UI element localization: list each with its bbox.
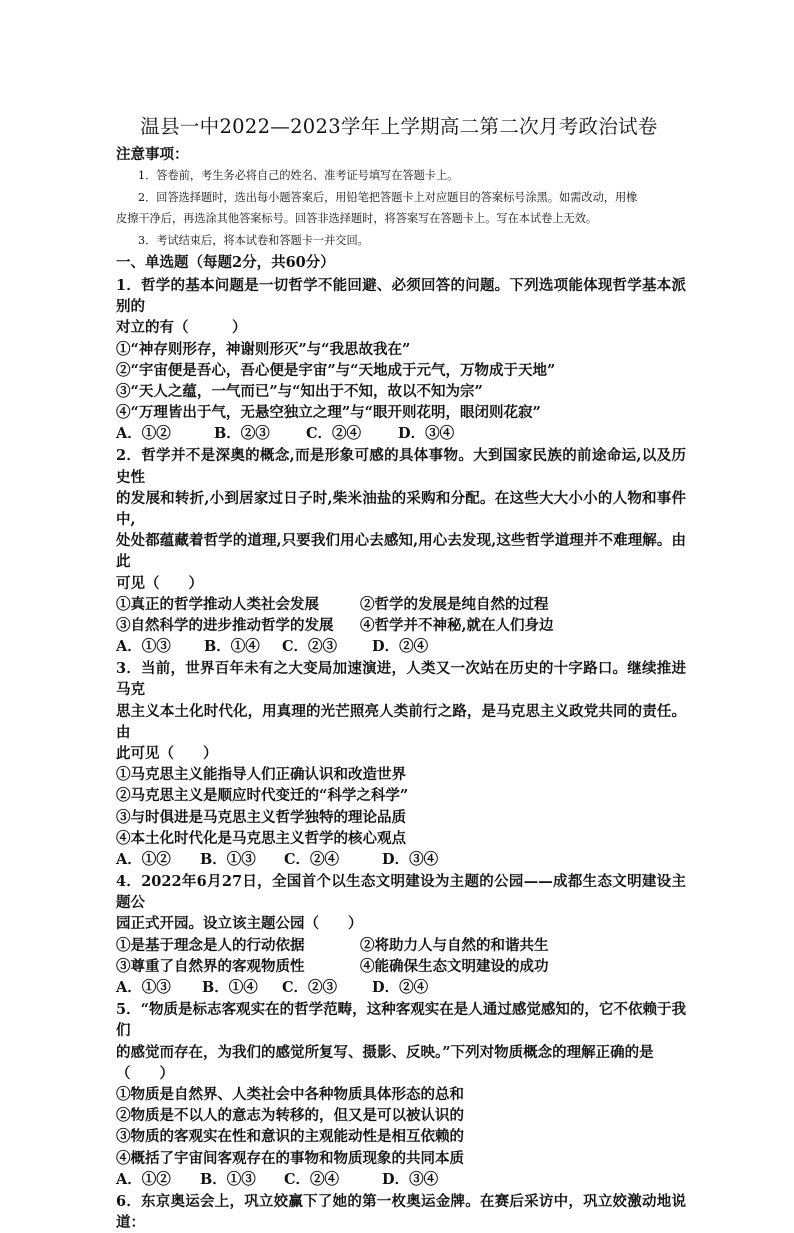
notice-item-3: 3．考试结束后，将本试卷和答题卡一并交回。 [138, 233, 369, 247]
answer-d: D．②④ [372, 979, 429, 997]
question-4 [116, 871, 686, 998]
option: ④“万理皆出于气，无悬空独立之理”与“眼开则花明，眼闭则花寂” [116, 404, 541, 422]
answer-d: D．②④ [372, 638, 429, 656]
answer-c: C．②③ [282, 638, 338, 656]
option: ①物质是自然界、人类社会中各种物质具体形态的总和 [116, 1085, 464, 1103]
question-3 [116, 658, 686, 870]
question-stem-line: 1．哲学的基本问题是一切哲学不能回避、必须回答的问题。下列选项能体现哲学基本派别的 [116, 277, 686, 316]
option: ①“神存则形存，神谢则形灭”与“我思故我在” [116, 340, 411, 358]
answer-c: C．②④ [306, 425, 362, 443]
question-stem-line: 3．当前，世界百年未有之大变局加速演进，人类又一次站在历史的十字路口。继续推进马克 [116, 660, 686, 699]
answer-c: C．②④ [284, 851, 340, 869]
question-stem-line: 可见（ ） [116, 574, 203, 592]
answer-d: D．③④ [382, 851, 439, 869]
question-stem-line: 2．哲学并不是深奥的概念,而是形象可感的具体事物。大到国家民族的前途命运,以及历史性 [116, 447, 686, 486]
question-stem-line: 思主义本土化时代化，用真理的光芒照亮人类前行之路，是马克思主义政党共同的责任。由 [116, 702, 686, 741]
question-stem-line: 处处都蕴藏着哲学的道理,只要我们用心去感知,用心去发现,这些哲学道理并不难理解。由此 [116, 532, 686, 571]
option: ②马克思主义是顺应时代变迁的“科学之科学” [116, 787, 409, 805]
option: ④概括了宇宙间客观存在的事物和物质现象的共同本质 [116, 1149, 464, 1167]
option: ③自然科学的进步推动哲学的发展 [116, 617, 334, 635]
question-stem-line: （ ） [116, 1064, 174, 1082]
answer-choices [116, 849, 686, 870]
answer-c: C．②④ [284, 1170, 340, 1188]
question-stem-line: 6．东京奥运会上，巩立姣赢下了她的第一枚奥运金牌。在赛后采访中，巩立姣激动地说道： [116, 1192, 686, 1231]
option: ④哲学并不神秘,就在人们身边 [360, 617, 554, 635]
answer-b: B．②③ [214, 425, 270, 443]
exam-paper [116, 112, 686, 1233]
answer-a: A．①③ [116, 638, 171, 656]
answer-a: A．①② [116, 425, 171, 443]
option: ③尊重了自然界的客观物质性 [116, 957, 305, 975]
question-6 [116, 1191, 686, 1233]
option-row [116, 594, 686, 615]
section-heading: 一、单选题（每题2分，共60分） [116, 254, 335, 271]
answer-choices [116, 977, 686, 998]
answer-b: B．①③ [200, 1170, 256, 1188]
option: ②“宇宙便是吾心，吾心便是宇宙”与“天地成于元气，万物成于天地” [116, 361, 556, 379]
question-stem-line: 园正式开园。设立该主题公园（ ） [116, 915, 363, 933]
question-stem-line: 的发展和转折,小到居家过日子时,柴米油盐的采购和分配。在这些大大小小的人物和事件中, [116, 489, 686, 529]
notice-item-1: 1．答卷前，考生务必将自己的姓名、准考证号填写在答题卡上。 [138, 169, 459, 182]
answer-choices [116, 636, 686, 657]
option: ②物质是不以人的意志为转移的，但又是可以被认识的 [116, 1107, 464, 1125]
notice-item-2-cont: 皮擦干净后，再选涂其他答案标号。回答非选择题时，将答案写在答题卡上。写在本试卷上无效。 [116, 212, 598, 225]
option: ③与时俱进是马克思主义哲学独特的理论品质 [116, 808, 406, 826]
option-row [116, 615, 686, 636]
answer-d: D．③④ [382, 1170, 439, 1188]
answer-c: C．②③ [282, 979, 338, 997]
question-stem-line: 此可见（ ） [116, 745, 218, 763]
option: ④本土化时代化是马克思主义哲学的核心观点 [116, 829, 406, 847]
question-5 [116, 999, 686, 1190]
option: ②将助力人与自然的和谐共生 [360, 936, 549, 954]
answer-a: A．①③ [116, 979, 171, 997]
answer-d: D．③④ [398, 425, 455, 443]
question-stem-line: 对立的有（ ） [116, 319, 247, 337]
answer-a: A．①② [116, 851, 171, 869]
notice-item-2: 2．回答选择题时，选出每小题答案后，用铅笔把答题卡上对应题目的答案标号涂黑。如需改动，用橡 [138, 190, 638, 204]
option: ③“天人之蕴，一气而已”与“知出于不知，故以不知为宗” [116, 383, 483, 401]
question-2 [116, 445, 686, 657]
question-1 [116, 275, 686, 444]
answer-choices [116, 423, 686, 444]
exam-title: 温县一中2022—2023学年上学期高二第二次月考政治试卷 [140, 115, 658, 138]
option: ①马克思主义能指导人们正确认识和改造世界 [116, 766, 406, 784]
question-stem-line: 的感觉而存在，为我们的感觉所复写、摄影、反映。”下列对物质概念的理解正确的是 [116, 1043, 654, 1061]
notice-label: 注意事项： [116, 146, 189, 163]
answer-choices [116, 1169, 686, 1190]
answer-b: B．①④ [202, 979, 258, 997]
option-row [116, 956, 686, 977]
question-stem-line: 5．“物质是标志客观实在的哲学范畴，这种客观实在是人通过感觉感知的，它不依赖于我们 [116, 1001, 686, 1040]
question-stem-line: 4．2022年6月27日，全国首个以生态文明建设为主题的公园——成都生态文明建设主题公 [116, 873, 686, 912]
answer-b: B．①④ [204, 638, 260, 656]
answer-a: A．①② [116, 1170, 171, 1188]
option: ④能确保生态文明建设的成功 [360, 957, 549, 975]
option-row [116, 935, 686, 956]
option: ②哲学的发展是纯自然的过程 [360, 595, 549, 613]
option: ①是基于理念是人的行动依据 [116, 936, 305, 954]
answer-b: B．①③ [200, 851, 256, 869]
option: ①真正的哲学推动人类社会发展 [116, 595, 319, 613]
option: ③物质的客观实在性和意识的主观能动性是相互依赖的 [116, 1128, 464, 1146]
